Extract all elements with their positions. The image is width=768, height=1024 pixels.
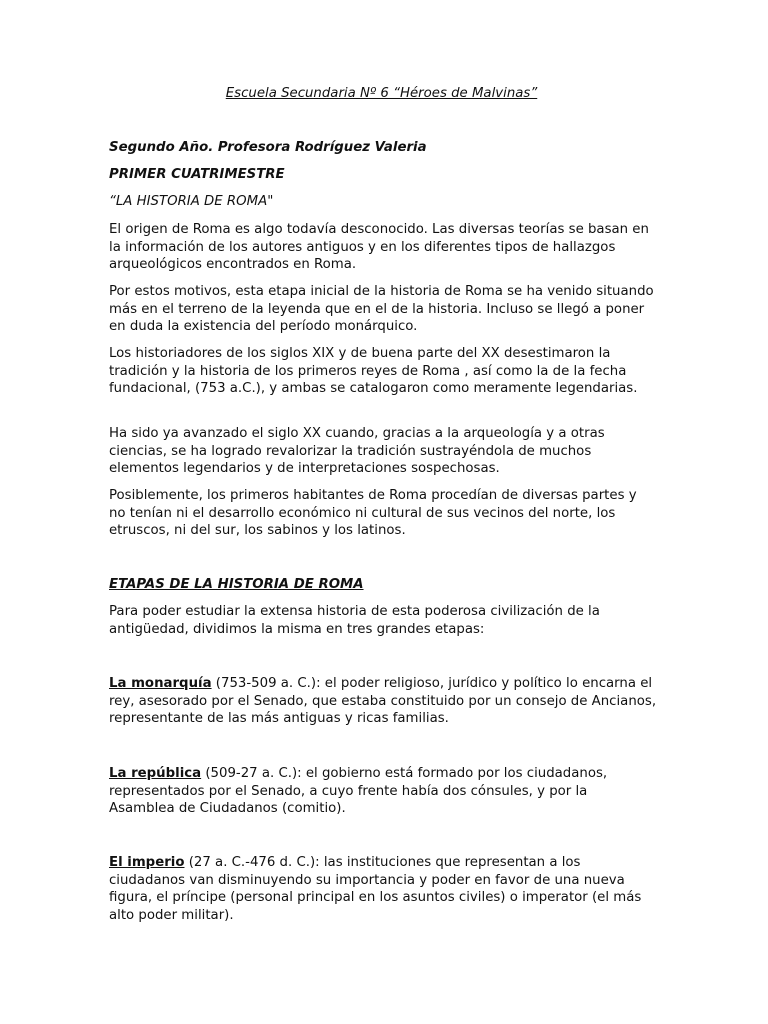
stages-intro: Para poder estudiar la extensa historia de esta poderosa civilización de la antigüedad, dividimos la misma en tres grandes etapas: <box>109 604 600 637</box>
stages-heading: ETAPAS DE LA HISTORIA DE ROMA <box>109 577 364 592</box>
stage-term: El imperio <box>109 855 185 870</box>
stage-term: La república <box>109 766 202 781</box>
stage-description: (509-27 a. C.): el gobierno está formado por los ciudadanos, representados por el Senado, a cuyo frente había dos cónsules, y por la Asamblea de Ciudadanos (comitio). <box>109 766 608 817</box>
intro-paragraph-4: Ha sido ya avanzado el siglo XX cuando, gracias a la arqueología y a otras ciencias, se ha logrado revalorizar la tradición sustrayéndola de muchos elementos legendarios y de interpretaciones sospechosas. <box>109 426 605 477</box>
stage-term: La monarquía <box>109 676 212 691</box>
school-title: Escuela Secundaria Nº 6 “Héroes de Malvinas” <box>225 86 538 101</box>
stage-description: (753-509 a. C.): el poder religioso, jurídico y político lo encarna el rey, asesorado por el Senado, que estaba constituido por un consejo de Ancianos, representante de las más antiguas y ricas familias. <box>109 676 657 727</box>
stage-description: (27 a. C.-476 d. C.): las instituciones que representan a los ciudadanos van disminuyendo su importancia y poder en favor de una nueva figura, el príncipe (personal principal en los asuntos civiles) o imperator (el más alto poder militar). <box>109 855 642 923</box>
stage-imperio <box>109 854 657 924</box>
intro-paragraph-2: Por estos motivos, esta etapa inicial de la historia de Roma se ha venido situando más en el terreno de la leyenda que en el de la historia. Incluso se llegó a poner en duda la existencia del período monárquico. <box>109 284 654 335</box>
stage-republica <box>109 765 657 818</box>
intro-paragraph-3: Los historiadores de los siglos XIX y de buena parte del XX desestimaron la tradición y la historia de los primeros reyes de Roma , así como la de la fecha fundacional, (753 a.C.), y ambas se catalogaron como meramente legendarias. <box>109 346 638 397</box>
document-title: “LA HISTORIA DE ROMA" <box>109 194 274 209</box>
term-label: PRIMER CUATRIMESTRE <box>109 167 285 182</box>
stage-monarquia <box>109 675 657 728</box>
intro-paragraph-5: Posiblemente, los primeros habitantes de Roma procedían de diversas partes y no tenían ni el desarrollo económico ni cultural de sus vecinos del norte, los etruscos, ni del sur, los sabinos y los latinos. <box>109 488 637 539</box>
course-teacher-line: Segundo Año. Profesora Rodríguez Valeria <box>109 140 427 155</box>
intro-paragraph-1: El origen de Roma es algo todavía desconocido. Las diversas teorías se basan en la información de los autores antiguos y en los diferentes tipos de hallazgos arqueológicos encontrados en Roma. <box>109 222 649 273</box>
